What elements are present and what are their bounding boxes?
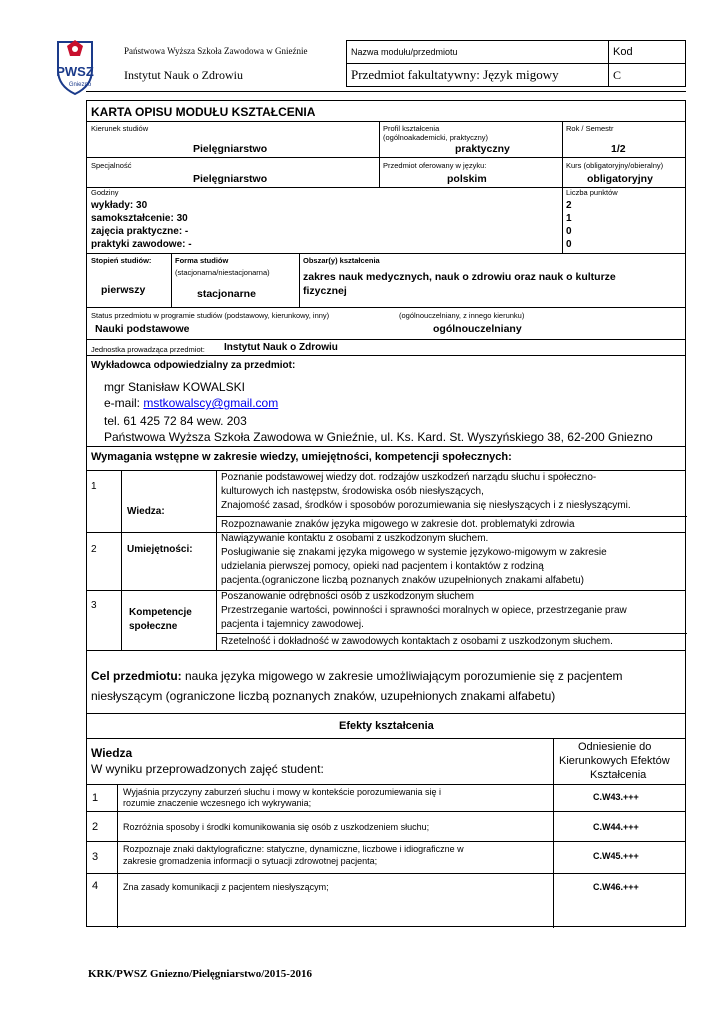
points-lectures: 2 xyxy=(566,200,572,211)
divider xyxy=(87,841,685,842)
divider xyxy=(562,121,563,187)
profile-label: Profil kształcenia xyxy=(383,124,440,133)
lecturer-address: Państwowa Wyższa Szkoła Zawodowa w Gnieźnie, ul. Ks. Kard. St. Wyszyńskiego 38, 62-200 Gniezno xyxy=(104,430,653,444)
prereq-number: 1 xyxy=(91,481,97,492)
general-label: (ogólnouczelniany, z innego kierunku) xyxy=(399,311,525,320)
field-value: Pielęgniarstwo xyxy=(193,143,268,155)
prereq-line: pacjenta i tajemnicy zawodowej. xyxy=(221,619,364,630)
hours-self-study: samokształcenie: 30 xyxy=(91,213,188,224)
module-card xyxy=(86,100,686,927)
divider xyxy=(171,253,172,307)
prereq-line: kulturowych ich następstw, środowiska osób niesłyszących, xyxy=(221,486,484,497)
prereq-line: Rozpoznawanie znaków języka migowego w zakresie dot. problematyki zdrowia xyxy=(221,519,575,530)
outcome-number: 2 xyxy=(92,821,99,833)
profile-sub-label: (ogólnoakademicki, praktyczny) xyxy=(383,133,489,142)
lecturer-phone: tel. 61 425 72 84 wew. 203 xyxy=(104,414,247,428)
points-label: Liczba punktów xyxy=(566,188,618,197)
lecturer-heading: Wykładowca odpowiedzialny za przedmiot: xyxy=(91,360,296,371)
points-practical: 0 xyxy=(566,226,572,237)
institute-name: Instytut Nauk o Zdrowiu xyxy=(124,68,243,82)
divider xyxy=(87,650,685,651)
divider xyxy=(216,633,687,634)
points-internship: 0 xyxy=(566,239,572,250)
specialty-label: Specjalność xyxy=(91,161,132,170)
area-value-line1: zakres nauk medycznych, nauk o zdrowiu oraz nauk o kulturze xyxy=(303,271,616,283)
goal-line2: niesłyszącym (ograniczone liczbą poznanych znaków, uzupełnionych znakami alfabetu) xyxy=(91,689,556,703)
outcomes-heading: Efekty kształcenia xyxy=(339,720,434,732)
prereq-line: Posługiwanie się znakami języka migowego w systemie językowo-migowym w zakresie xyxy=(221,547,607,558)
prereq-line: udzielania pierwszej pomocy, opieki nad pacjentem i kontaktów z rodziną xyxy=(221,561,544,572)
prereq-line: Poznanie podstawowej wiedzy dot. rodzajów uszkodzeń narządu słuchu i społeczno- xyxy=(221,472,597,483)
knowledge-label: Wiedza xyxy=(91,746,133,760)
form-value: stacjonarne xyxy=(197,288,256,300)
hours-practical: zajęcia praktyczne: - xyxy=(91,226,189,237)
level-value: pierwszy xyxy=(101,284,146,296)
hours-label: Godziny xyxy=(91,188,119,197)
outcome-text: Rozpoznaje znaki daktylograficzne: statyczne, dynamiczne, liczbowe i idiograficzne w xyxy=(123,844,464,854)
divider xyxy=(87,355,685,356)
year-label: Rok / Semestr xyxy=(566,124,614,133)
divider xyxy=(87,446,685,447)
goal-label: Cel przedmiotu: xyxy=(91,669,182,683)
header-divider xyxy=(86,91,686,92)
hours-lectures: wykłady: 30 xyxy=(91,200,148,211)
course-value: obligatoryjny xyxy=(587,173,653,185)
module-name-label: Nazwa modułu/przedmiotu xyxy=(347,41,609,64)
ref-header: Odniesienie do xyxy=(578,741,652,753)
points-self-study: 1 xyxy=(566,213,572,224)
divider xyxy=(87,121,685,122)
divider xyxy=(87,470,685,471)
prereq-line: Przestrzeganie wartości, powinności i sprawności moralnych w opiece, przestrzeganie praw xyxy=(221,605,627,616)
field-label: Kierunek studiów xyxy=(91,124,149,133)
unit-value: Instytut Nauk o Zdrowiu xyxy=(224,342,338,353)
email-link[interactable]: mstkowalscy@gmail.com xyxy=(143,396,279,410)
language-label: Przedmiot oferowany w języku: xyxy=(383,161,487,170)
prereq-line: Rzetelność i dokładność w zawodowych kontaktach z osobami z uszkodzonym słuchem. xyxy=(221,636,613,647)
lecturer-name: mgr Stanisław KOWALSKI xyxy=(104,380,245,394)
year-value: 1/2 xyxy=(611,143,626,155)
ref-header: Kierunkowych Efektów xyxy=(559,755,670,767)
form-label: Forma studiów xyxy=(175,256,229,265)
outcome-code: C.W45.+++ xyxy=(593,851,639,861)
footer: KRK/PWSZ Gniezno/Pielęgniarstwo/2015-2016 xyxy=(88,968,312,980)
lecturer-email-row xyxy=(104,396,278,410)
divider xyxy=(87,811,685,812)
level-label: Stopień studiów: xyxy=(91,256,152,265)
logo-sub: Gniezno xyxy=(68,82,92,88)
form-sub-label: (stacjonarna/niestacjonarna) xyxy=(175,268,270,277)
outcome-number: 4 xyxy=(92,880,99,892)
module-code: C xyxy=(609,64,686,87)
divider xyxy=(87,307,685,308)
divider xyxy=(117,784,118,928)
area-label: Obszar(y) kształcenia xyxy=(303,256,380,265)
outcome-code: C.W46.+++ xyxy=(593,882,639,892)
card-title: KARTA OPISU MODUŁU KSZTAŁCENIA xyxy=(91,105,316,119)
divider xyxy=(87,339,685,340)
prereq-category: społeczne xyxy=(129,621,178,632)
prereq-line: Poszanowanie odrębności osób z uszkodzonym słuchem xyxy=(221,591,474,602)
prereq-category: Wiedza: xyxy=(127,506,165,517)
email-label: e-mail: xyxy=(104,396,144,410)
prereq-number: 2 xyxy=(91,544,97,555)
divider xyxy=(87,738,685,739)
divider xyxy=(87,157,685,158)
prereq-number: 3 xyxy=(91,600,97,611)
code-label: Kod xyxy=(609,41,686,64)
institution-name: Państwowa Wyższa Szkoła Zawodowa w Gnieźnie xyxy=(124,46,308,56)
prereq-line: pacjenta.(ograniczone liczbą poznanych znaków uzupełnionych znakami alfabetu) xyxy=(221,575,584,586)
module-name: Przedmiot fakultatywny: Język migowy xyxy=(347,64,609,87)
logo-text: PWSZ xyxy=(56,64,94,79)
prereq-line: Znajomość zasad, środków i sposobów porozumiewania się niesłyszących i z niesłyszącymi. xyxy=(221,500,631,511)
goal-line1 xyxy=(91,669,623,683)
outcome-code: C.W43.+++ xyxy=(593,792,639,802)
specialty-value: Pielęgniarstwo xyxy=(193,173,268,185)
unit-label: Jednostka prowadząca przedmiot: xyxy=(91,345,205,354)
divider xyxy=(562,187,563,253)
prerequisites-heading: Wymagania wstępne w zakresie wiedzy, umiejętności, kompetencji społecznych: xyxy=(91,451,512,463)
divider xyxy=(299,253,300,307)
outcome-text: Wyjaśnia przyczyny zaburzeń słuchu i mowy w kontekście porozumiewania się i xyxy=(123,787,442,797)
profile-value: praktyczny xyxy=(455,143,510,155)
prereq-category: Umiejętności: xyxy=(127,544,193,555)
divider xyxy=(87,713,685,714)
outcome-text: Zna zasady komunikacji z pacjentem niesłyszącym; xyxy=(123,882,329,892)
divider xyxy=(553,738,554,928)
prereq-line: Nawiązywanie kontaktu z osobami z uszkodzonym słuchem. xyxy=(221,533,489,544)
language-value: polskim xyxy=(447,173,487,185)
prereq-category: Kompetencje xyxy=(129,607,192,618)
outcome-text: rozumie znaczenie wczesnego ich wykrywania; xyxy=(123,798,312,808)
outcome-text: zakresie gromadzenia informacji o sytuacji zdrowotnej pacjenta; xyxy=(123,856,378,866)
outcome-number: 3 xyxy=(92,851,99,863)
outcome-text: Rozróżnia sposoby i środki komunikowania się osób z uszkodzeniem słuchu; xyxy=(123,822,430,832)
course-label: Kurs (obligatoryjny/obieralny) xyxy=(566,161,664,170)
status-label: Status przedmiotu w programie studiów (podstawowy, kierunkowy, inny) xyxy=(91,311,330,320)
knowledge-sub: W wyniku przeprowadzonych zajęć student: xyxy=(91,762,324,776)
goal-text: nauka języka migowego w zakresie umożliwiającym porozumienie się z pacjentem xyxy=(181,669,623,683)
pwsz-logo xyxy=(50,36,100,96)
outcome-number: 1 xyxy=(92,792,99,804)
divider xyxy=(216,470,217,650)
divider xyxy=(87,873,685,874)
divider xyxy=(216,516,687,517)
ref-header: Kształcenia xyxy=(590,769,647,781)
outcome-code: C.W44.+++ xyxy=(593,822,639,832)
general-value: ogólnouczelniany xyxy=(433,323,522,335)
divider xyxy=(121,470,122,650)
hours-internship: praktyki zawodowe: - xyxy=(91,239,192,250)
module-header-table xyxy=(346,40,686,87)
divider xyxy=(87,253,685,254)
status-value: Nauki podstawowe xyxy=(95,323,190,335)
area-value-line2: fizycznej xyxy=(303,285,347,297)
divider xyxy=(87,784,685,785)
divider xyxy=(379,121,380,187)
